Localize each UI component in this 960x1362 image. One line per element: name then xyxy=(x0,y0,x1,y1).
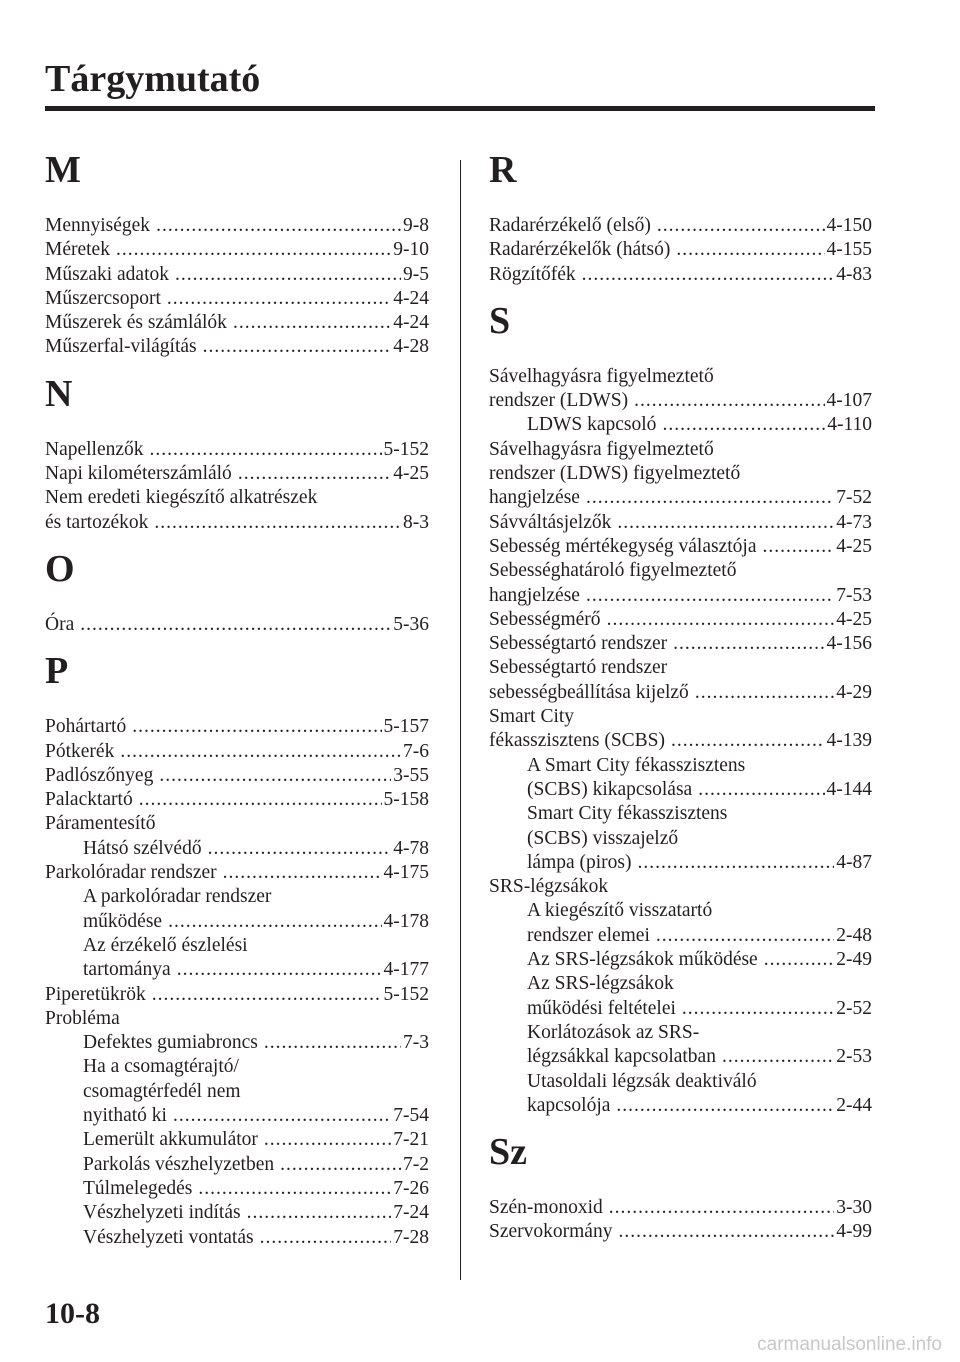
entry-text-line: Ha a csomagtérajtó/ xyxy=(83,1056,239,1078)
entry-text: és tartozékok xyxy=(45,511,149,533)
entry-page-ref: 4-24 xyxy=(393,312,429,334)
dot-leader xyxy=(280,1153,401,1177)
entry-page-ref: 4-107 xyxy=(826,390,872,412)
title-rule xyxy=(45,106,875,111)
dot-leader xyxy=(764,948,835,972)
entry-text: Sebességtartó rendszer xyxy=(489,633,668,655)
dot-leader xyxy=(154,511,401,535)
index-subentry xyxy=(489,851,872,875)
dot-leader xyxy=(698,778,824,802)
index-subentry xyxy=(489,778,872,802)
entry-text: hangjelzése xyxy=(489,584,580,606)
index-entry xyxy=(45,764,429,788)
index-subentry xyxy=(45,1226,429,1250)
index-section xyxy=(489,299,872,1118)
entry-text: Parkolóradar rendszer xyxy=(45,862,217,884)
entry-text: Radarérzékelők (hátsó) xyxy=(489,239,671,261)
index-subentry xyxy=(45,1128,429,1152)
dot-leader xyxy=(150,438,382,462)
index-subentry xyxy=(45,1177,429,1201)
entry-text-line: Korlátozások az SRS- xyxy=(527,1021,700,1043)
index-subentry xyxy=(489,924,872,948)
entry-page-ref: 2-48 xyxy=(836,924,872,946)
entry-text: Hátsó szélvédő xyxy=(83,837,202,859)
dot-leader xyxy=(208,837,392,861)
index-entry xyxy=(489,535,872,559)
entry-page-ref: 9-10 xyxy=(393,239,429,261)
index-entry xyxy=(45,511,429,535)
index-section xyxy=(489,148,872,287)
entry-text: Sebesség mértékegység választója xyxy=(489,535,757,557)
section-letter: M xyxy=(45,149,81,191)
entry-page-ref: 5-157 xyxy=(383,716,429,738)
entry-page-ref: 8-3 xyxy=(403,511,429,533)
index-column-right xyxy=(489,148,872,1245)
entry-text-line: Utasoldali légzsák deaktiváló xyxy=(527,1070,757,1092)
index-subentry xyxy=(489,413,872,437)
entry-page-ref: 5-152 xyxy=(383,983,429,1005)
entry-page-ref: 5-152 xyxy=(383,438,429,460)
entry-text: LDWS kapcsoló xyxy=(527,414,657,436)
entry-text: Piperetükrök xyxy=(45,983,146,1005)
entry-text-line: Sávelhagyásra figyelmeztető xyxy=(489,438,714,460)
index-section xyxy=(45,148,429,360)
dot-leader xyxy=(657,214,825,238)
entry-text: Rögzítőfék xyxy=(489,263,576,285)
entry-text: Radarérzékelő (első) xyxy=(489,215,651,236)
index-entry xyxy=(45,740,429,764)
dot-leader xyxy=(722,1045,834,1069)
entry-page-ref: 5-158 xyxy=(383,789,429,811)
dot-leader xyxy=(673,632,824,656)
entry-page-ref: 3-55 xyxy=(393,764,429,786)
section-letter: S xyxy=(489,299,511,342)
dot-leader xyxy=(618,1220,834,1244)
entry-page-ref: 4-25 xyxy=(393,463,429,485)
index-subentry xyxy=(489,948,872,972)
entry-text: Pótkerék xyxy=(45,740,115,762)
entry-text-line: Probléma xyxy=(45,1007,120,1029)
index-section xyxy=(45,649,429,1250)
entry-text-line: Páramentesítő xyxy=(45,813,156,835)
index-section xyxy=(45,372,429,535)
entry-text: hangjelzése xyxy=(489,487,580,509)
entry-page-ref: 4-78 xyxy=(393,837,429,859)
entry-page-ref: 4-99 xyxy=(836,1221,872,1243)
index-entry xyxy=(489,584,872,608)
entry-page-ref: 2-52 xyxy=(836,997,872,1019)
entry-text: Lemerült akkumulátor xyxy=(83,1129,258,1151)
entry-page-ref: 4-178 xyxy=(383,910,429,932)
section-letter: R xyxy=(489,149,517,191)
index-entry xyxy=(489,1196,872,1220)
entry-text: Szén-monoxid xyxy=(489,1197,603,1219)
entry-text: Méretek xyxy=(45,239,110,261)
dot-leader xyxy=(132,715,381,739)
entry-text-line: Smart City xyxy=(489,706,575,728)
page-number: 10-8 xyxy=(45,1297,100,1330)
entry-text: működése xyxy=(83,910,163,932)
dot-leader xyxy=(617,511,834,535)
entry-page-ref: 7-54 xyxy=(393,1105,429,1127)
index-entry xyxy=(489,681,872,705)
entry-text: Padlószőnyeg xyxy=(45,764,154,786)
index-subentry xyxy=(45,1031,429,1055)
index-subentry xyxy=(45,910,429,934)
entry-page-ref: 4-83 xyxy=(836,263,872,285)
entry-text: Szervokormány xyxy=(489,1221,613,1243)
entry-text: Mennyiségek xyxy=(45,215,151,236)
entry-text: Sávváltásjelzők xyxy=(489,511,612,533)
index-subentry xyxy=(489,1094,872,1118)
entry-text-line: (SCBS) visszajelző xyxy=(527,827,679,849)
entry-text-line: A kiegészítő visszatartó xyxy=(527,900,713,922)
index-section xyxy=(45,547,429,637)
entry-page-ref: 4-73 xyxy=(836,511,872,533)
page-title: Tárgymutató xyxy=(45,58,261,100)
entry-page-ref: 4-156 xyxy=(826,633,872,655)
entry-text-line: Sebességtartó rendszer xyxy=(489,657,668,679)
entry-text: fékasszisztens (SCBS) xyxy=(489,730,666,752)
index-entry xyxy=(45,788,429,812)
dot-leader xyxy=(616,1094,834,1118)
entry-page-ref: 4-24 xyxy=(393,287,429,309)
entry-page-ref: 9-8 xyxy=(403,215,429,236)
entry-text: rendszer elemei xyxy=(527,924,650,946)
entry-text: (SCBS) kikapcsolása xyxy=(527,778,693,800)
dot-leader xyxy=(695,681,834,705)
entry-page-ref: 4-28 xyxy=(393,336,429,358)
index-entry xyxy=(45,438,429,462)
entry-page-ref: 5-36 xyxy=(393,613,429,635)
entry-text: Napi kilométerszámláló xyxy=(45,463,232,485)
entry-text-line: Sebességhatároló figyelmeztető xyxy=(489,560,737,582)
entry-page-ref: 7-26 xyxy=(393,1177,429,1199)
entry-text-line: A parkolóradar rendszer xyxy=(83,886,272,908)
entry-text: Az SRS-légzsákok működése xyxy=(527,949,758,971)
entry-text: Pohártartó xyxy=(45,716,127,738)
entry-page-ref: 2-44 xyxy=(836,1094,872,1116)
index-entry xyxy=(45,214,429,238)
entry-page-ref: 3-30 xyxy=(836,1197,872,1219)
index-subentry xyxy=(45,1104,429,1128)
watermark: carmanualsonline.info xyxy=(757,1334,942,1355)
index-entry xyxy=(489,1220,872,1244)
entry-page-ref: 7-3 xyxy=(403,1032,429,1054)
entry-text: lámpa (piros) xyxy=(527,851,632,873)
index-entry xyxy=(45,715,429,739)
dot-leader xyxy=(116,238,391,262)
entry-page-ref: 4-150 xyxy=(826,215,872,236)
index-subentry xyxy=(45,958,429,982)
dot-leader xyxy=(139,788,382,812)
entry-text-line: SRS-légzsákok xyxy=(489,876,609,898)
entry-text-line: Nem eredeti kiegészítő alkatrészek xyxy=(45,487,318,509)
entry-page-ref: 7-6 xyxy=(403,740,429,762)
section-letter: P xyxy=(45,650,69,693)
entry-text-line: csomagtérfedél nem xyxy=(83,1080,241,1102)
dot-leader xyxy=(264,1031,401,1055)
dot-leader xyxy=(156,214,401,238)
entry-page-ref: 4-144 xyxy=(826,778,872,800)
entry-page-ref: 4-87 xyxy=(836,851,872,873)
dot-leader xyxy=(175,263,401,287)
entry-text: Sebességmérő xyxy=(489,608,601,630)
dot-leader xyxy=(168,910,381,934)
entry-page-ref: 7-52 xyxy=(836,487,872,509)
entry-text: Napellenzők xyxy=(45,438,144,460)
dot-leader xyxy=(662,413,825,437)
entry-page-ref: 7-28 xyxy=(393,1226,429,1248)
entry-page-ref: 4-155 xyxy=(826,239,872,261)
dot-leader xyxy=(682,997,834,1021)
entry-text: rendszer (LDWS) xyxy=(489,390,629,412)
entry-page-ref: 4-29 xyxy=(836,681,872,703)
entry-text: Óra xyxy=(45,613,75,635)
dot-leader xyxy=(177,958,382,982)
entry-text-line: A Smart City fékasszisztens xyxy=(527,754,746,776)
index-entry xyxy=(489,632,872,656)
index-subentry xyxy=(45,1201,429,1225)
entry-page-ref: 7-53 xyxy=(836,584,872,606)
section-letter: N xyxy=(45,372,73,415)
index-entry xyxy=(45,287,429,311)
index-entry xyxy=(489,238,872,262)
dot-leader xyxy=(198,1177,391,1201)
entry-page-ref: 4-177 xyxy=(383,959,429,981)
column-divider xyxy=(460,160,461,1280)
index-entry xyxy=(45,311,429,335)
dot-leader xyxy=(609,1196,835,1220)
entry-page-ref: 4-175 xyxy=(383,862,429,884)
entry-page-ref: 7-2 xyxy=(403,1153,429,1175)
entry-page-ref: 4-25 xyxy=(836,608,872,630)
dot-leader xyxy=(167,287,391,311)
index-subentry xyxy=(45,837,429,861)
index-entry xyxy=(45,613,429,637)
entry-text: működési feltételei xyxy=(527,997,676,1019)
section-letter: Sz xyxy=(489,1131,527,1174)
entry-text: Palacktartó xyxy=(45,789,133,811)
dot-leader xyxy=(582,263,835,287)
entry-text: Vészhelyzeti vontatás xyxy=(83,1226,254,1248)
entry-page-ref: 9-5 xyxy=(403,263,429,285)
dot-leader xyxy=(586,486,834,510)
dot-leader xyxy=(763,535,835,559)
index-entry xyxy=(45,238,429,262)
index-entry xyxy=(489,511,872,535)
dot-leader xyxy=(173,1104,391,1128)
dot-leader xyxy=(233,311,391,335)
index-entry xyxy=(45,861,429,885)
index-subentry xyxy=(489,997,872,1021)
entry-text: tartománya xyxy=(83,959,171,981)
entry-text: sebességbeállítása kijelző xyxy=(489,681,689,703)
index-subentry xyxy=(45,1153,429,1177)
entry-text: Vészhelyzeti indítás xyxy=(83,1202,241,1224)
entry-page-ref: 7-21 xyxy=(393,1129,429,1151)
entry-text: légzsákkal kapcsolatban xyxy=(527,1046,716,1068)
entry-text-line: Az SRS-légzsákok xyxy=(527,973,674,995)
section-letter: O xyxy=(45,547,75,590)
dot-leader xyxy=(120,740,401,764)
index-entry xyxy=(489,214,872,238)
dot-leader xyxy=(671,729,824,753)
entry-page-ref: 2-49 xyxy=(836,949,872,971)
index-entry xyxy=(489,263,872,287)
entry-text-line: Az érzékelő észlelési xyxy=(83,934,248,956)
dot-leader xyxy=(159,764,391,788)
dot-leader xyxy=(152,983,382,1007)
dot-leader xyxy=(203,335,392,359)
entry-text: Műszerfal-világítás xyxy=(45,336,197,358)
entry-text: Műszaki adatok xyxy=(45,263,170,285)
index-entry xyxy=(45,462,429,486)
dot-leader xyxy=(586,584,834,608)
entry-page-ref: 2-53 xyxy=(836,1046,872,1068)
entry-text: nyitható ki xyxy=(83,1105,167,1127)
dot-leader xyxy=(238,462,391,486)
index-entry xyxy=(45,263,429,287)
dot-leader xyxy=(247,1201,392,1225)
entry-page-ref: 4-25 xyxy=(836,535,872,557)
dot-leader xyxy=(260,1226,392,1250)
entry-page-ref: 7-24 xyxy=(393,1202,429,1224)
index-entry xyxy=(489,486,872,510)
entry-text: Parkolás vészhelyzetben xyxy=(83,1153,275,1175)
index-column-left xyxy=(45,148,429,1250)
entry-text: Műszercsoport xyxy=(45,287,161,309)
dot-leader xyxy=(656,924,834,948)
entry-text-line: Sávelhagyásra figyelmeztető xyxy=(489,365,714,387)
index-entry xyxy=(489,729,872,753)
dot-leader xyxy=(80,613,391,637)
index-entry xyxy=(489,389,872,413)
entry-page-ref: 4-139 xyxy=(826,730,872,752)
dot-leader xyxy=(676,238,824,262)
entry-text: kapcsolója xyxy=(527,1094,611,1116)
entry-text: Defektes gumiabroncs xyxy=(83,1032,258,1054)
index-entry xyxy=(45,335,429,359)
entry-text-line: Smart City fékasszisztens xyxy=(527,803,728,825)
dot-leader xyxy=(607,608,835,632)
index-subentry xyxy=(489,1045,872,1069)
dot-leader xyxy=(264,1128,391,1152)
entry-text: Műszerek és számlálók xyxy=(45,312,227,334)
entry-page-ref: 4-110 xyxy=(827,414,872,436)
entry-text: Túlmelegedés xyxy=(83,1177,193,1199)
dot-leader xyxy=(634,389,824,413)
index-entry xyxy=(45,983,429,1007)
entry-text-line: rendszer (LDWS) figyelmeztető xyxy=(489,463,741,485)
index-section xyxy=(489,1130,872,1245)
dot-leader xyxy=(638,851,835,875)
index-entry xyxy=(489,608,872,632)
dot-leader xyxy=(223,861,382,885)
